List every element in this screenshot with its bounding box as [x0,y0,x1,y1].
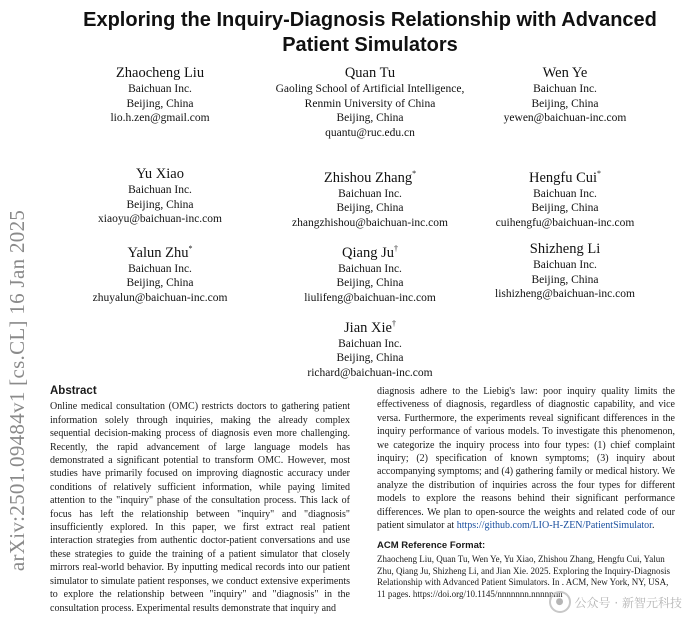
author-affiliation: Baichuan Inc. [128,262,192,275]
author-mark: * [597,169,602,178]
author-name: Quan Tu [344,65,396,81]
author-name: Yalun Zhu [127,244,189,261]
author-card [270,165,470,231]
author-location: Beijing, China [336,202,404,215]
author-location: Beijing, China [336,277,404,290]
author-email: zhangzhishou@baichuan-inc.com [292,217,448,230]
author-affiliation: Gaoling School of Artificial Intelligence, Renmin University of China [275,83,465,110]
arxiv-stamp: arXiv:2501.09484v1 [cs.CL] 16 Jan 2025 [5,209,30,571]
author-name: Wen Ye [542,65,588,81]
paper-title: Exploring the Inquiry-Diagnosis Relationship with Advanced Patient Simulators [83,9,657,56]
abstract-heading: Abstract [50,385,97,397]
author-location: Beijing, China [336,352,404,365]
author-mark: † [391,319,396,328]
author-card [270,315,470,381]
abstract-section [50,385,350,615]
author-affiliation: Baichuan Inc. [533,259,597,271]
author-location: Beijing, China [336,112,404,125]
author-mark: † [393,244,398,253]
author-email: richard@baichuan-inc.com [307,367,433,380]
author-email: zhuyalun@baichuan-inc.com [92,292,228,305]
author-card [80,64,240,126]
abstract-text-right: diagnosis adhere to the Liebig's law: poor inquiry quality limits the effectiveness of diagnosis, regardless of diagnostic capability, and vice versa. Furthermore, the experiments reveal significant differences in the inquiry performance of various models. To investigate this phenomenon, we categorize the inquiry process into four types: (1) chief complaint inquiry; (2) specification of known symptoms; (3) inquiry about accompanying symptoms; and (4) gathering family or medical history. We analyze the distribution of inquiries across the four types for different models to explore the reasons behind their significant performance differences. We plan to open-source the weights and related code of our patient simulator at https://github.com/LIO-H-ZEN/PatientSimulator. [377,386,675,532]
author-email: quantu@ruc.edu.cn [325,126,415,139]
author-name: Shizheng Li [529,241,601,257]
author-affiliation: Baichuan Inc. [128,184,192,196]
author-affiliation: Baichuan Inc. [338,262,402,275]
author-email: lishizheng@baichuan-inc.com [495,288,635,301]
author-affiliation: Baichuan Inc. [533,83,597,95]
acm-heading: ACM Reference Format: [377,540,486,552]
author-location: Beijing, China [126,277,194,290]
author-name: Jian Xie [344,319,392,336]
author-affiliation: Baichuan Inc. [533,187,597,200]
author-name: Hengfu Cui [528,169,598,186]
author-affiliation: Baichuan Inc. [128,83,192,95]
author-card [270,240,470,306]
author-mark: * [188,244,193,253]
abstract-continuation [377,385,675,601]
watermark [549,591,682,613]
author-card [485,240,645,302]
author-affiliation: Baichuan Inc. [338,337,402,350]
acm-text: Zhaocheng Liu, Quan Tu, Wen Ye, Yu Xiao, Zhishou Zhang, Hengfu Cui, Yalun Zhu, Qiang Ju, Shizheng Li, and Jian Xie. 2025. Exploring the Inquiry-Diagnosis Relationship with Advanced Patient Simulators. In . ACM, New York, NY, USA, 11 pages. https://doi.org/10.1145/nnnnnnn.nnnnnnn [377,553,670,600]
author-location: Beijing, China [531,202,599,215]
wechat-logo-icon: ● [549,591,571,613]
author-card [485,64,645,126]
author-email: xiaoyu@baichuan-inc.com [98,213,222,226]
author-name: Zhishou Zhang [323,169,413,186]
author-location: Beijing, China [531,273,599,286]
abstract-text-left: Online medical consultation (OMC) restricts doctors to gathering patient information solely through inquiries, making the already complex sequential decision-making process of diagnosis even more challenging. Recently, the rapid advancement of large language models has demonstrated a significant potential to transform OMC. However, most studies have primarily focused on improving diagnostic accuracy under conditions of relatively sufficient information, while paying limited attention to the "inquiry" phase of the consultation process. This lack of focus has left the relationship between "inquiry" and "diagnosis" insufficiently explored. In this paper, we first extract real patient interaction strategies from authentic doctor-patient conversations and use these strategies to guide the training of a patient simulator that closely mirrors real-world behavior. By inputting medical records into our patient simulator to simulate patient responses, we conduct extensive experiments to explore the relationship between "inquiry" and "diagnosis" in the consultation process. Experimental results demonstrate that inquiry and [50,401,350,614]
github-link[interactable]: https://github.com/LIO-H-ZEN/PatientSimulator [456,520,652,532]
author-affiliation: Baichuan Inc. [338,187,402,200]
author-card [80,240,240,306]
author-location: Beijing, China [126,198,194,211]
author-name: Yu Xiao [136,166,184,182]
author-card [485,165,645,231]
author-email: yewen@baichuan-inc.com [503,112,627,125]
author-email: lio.h.zen@gmail.com [110,112,210,125]
author-name: Zhaocheng Liu [115,65,205,81]
author-card [270,64,470,140]
watermark-text: 公众号 · 新智元科技 [574,595,682,610]
author-mark: * [412,169,417,178]
author-card [80,165,240,227]
author-name: Qiang Ju [342,244,394,261]
author-location: Beijing, China [126,97,194,110]
author-email: liulifeng@baichuan-inc.com [304,292,436,305]
author-location: Beijing, China [531,97,599,110]
author-email: cuihengfu@baichuan-inc.com [495,217,635,230]
